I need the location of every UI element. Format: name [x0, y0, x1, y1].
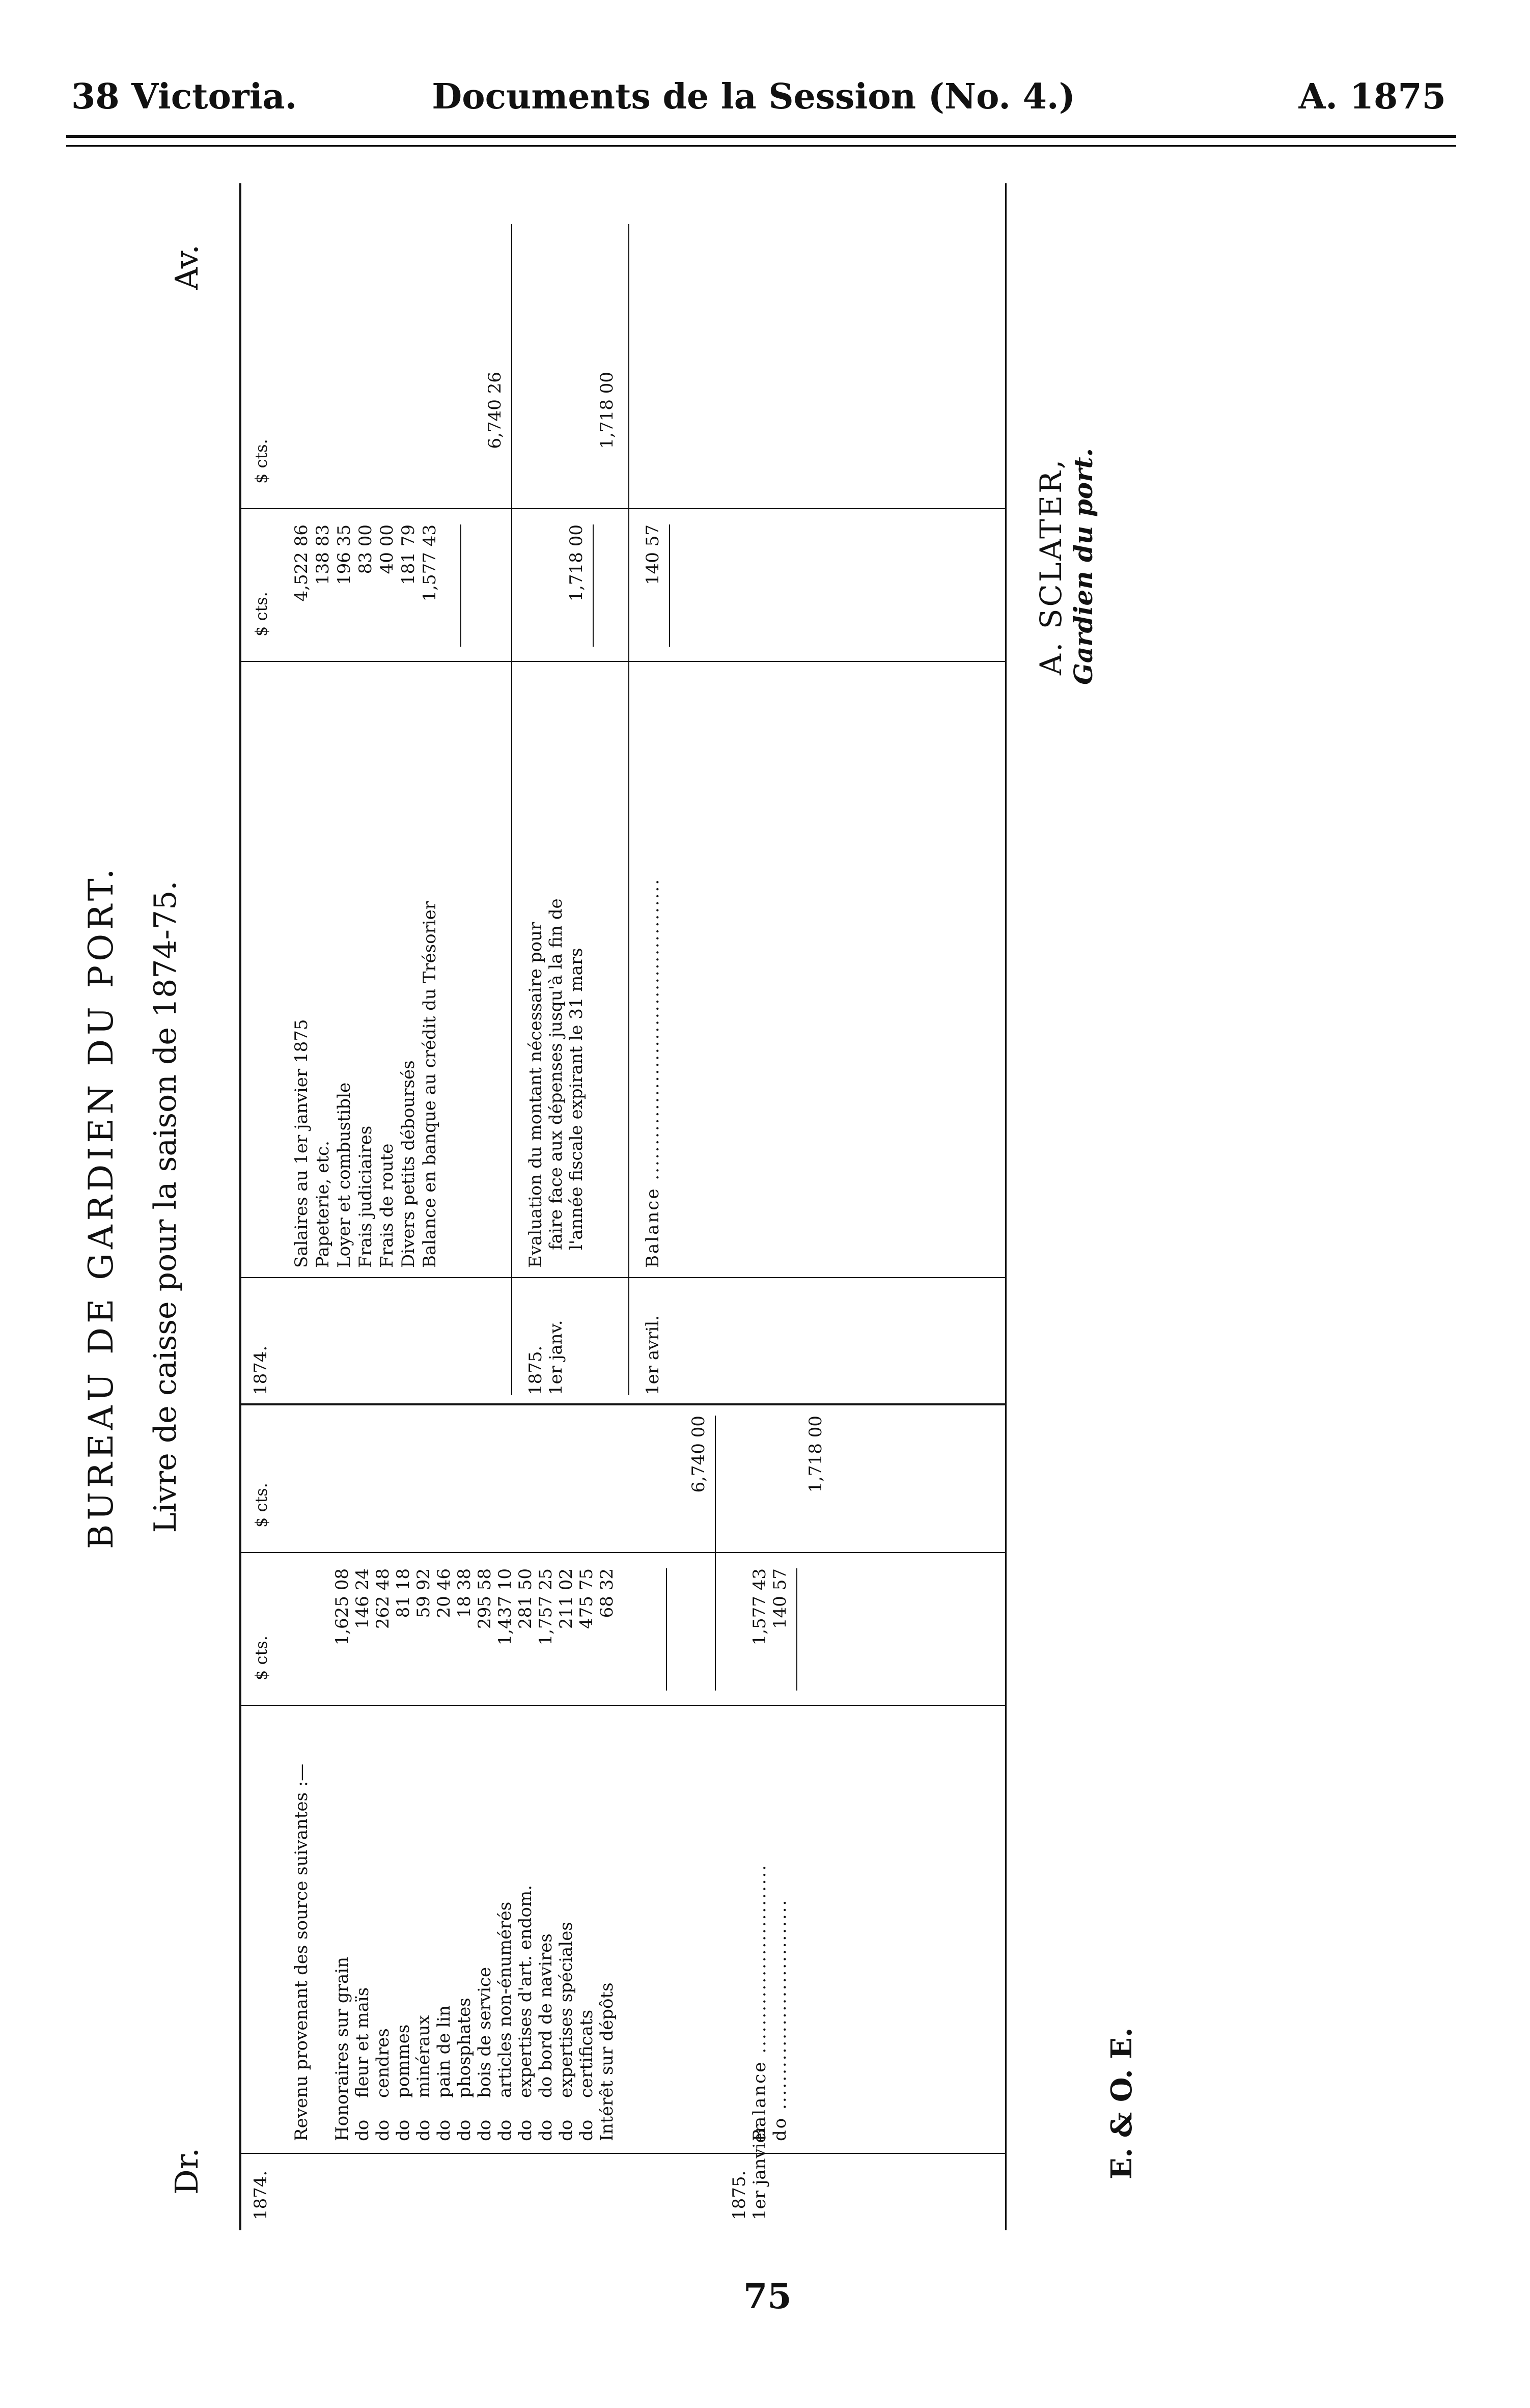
credit-item-amount: 138 83: [313, 524, 333, 585]
debit-item-label: pain de lin: [434, 2005, 454, 2098]
page-subtitle: Livre de caisse pour la saison de 1874-75.: [148, 880, 183, 1533]
debit-item-label: certificats: [576, 2009, 597, 2098]
debit-item-prefix: do: [556, 2119, 576, 2141]
credit-item-label: Frais de route: [377, 1143, 397, 1268]
debit-balance-do-row: do ..............................: [770, 1898, 790, 2141]
debit-item-label: phosphates: [454, 1998, 475, 2098]
money-header: $ cts.: [252, 1636, 271, 1680]
debit-item-label: bois de service: [475, 1967, 495, 2098]
subtotal-rule: [460, 524, 461, 647]
debit-item-amount: 1,757 25: [536, 1568, 556, 1646]
header-rule: [66, 135, 1456, 138]
signature-title: Gardien du port.: [1068, 448, 1098, 685]
money-header: $ cts.: [252, 439, 271, 484]
debit-item-label: Honoraires sur grain: [332, 1957, 352, 2141]
col-sep: [241, 1705, 1005, 1706]
debit-item-amount: 18 38: [454, 1568, 475, 1618]
credit-item-label: Divers petits déboursés: [398, 1060, 419, 1268]
col-sep: [241, 2153, 1005, 2154]
rotated-ledger-page: [66, 183, 1471, 2230]
eoe-note: E. & O. E.: [1105, 2027, 1138, 2179]
debit-item-prefix: do: [536, 2119, 556, 2141]
credit-balance-label: Balance: [643, 1187, 663, 1268]
debit-item-label: Intérêt sur dépôts: [597, 1982, 617, 2141]
page-title: BUREAU DE GARDIEN DU PORT.: [81, 864, 121, 1549]
balance-total: 1,718 00: [805, 1416, 826, 1493]
section-rule: [511, 224, 512, 1395]
subtotal-rule: [666, 1568, 667, 1691]
credit-item-label: Frais judiciaires: [355, 1125, 376, 1268]
credit-item-amount: 1,577 43: [420, 524, 440, 602]
evaluation-line-1: Evaluation du montant nécessaire pour: [525, 922, 546, 1268]
credit-total-b: 1,718 00: [597, 372, 617, 449]
debit-year-1875: 1875.: [729, 2170, 749, 2220]
debit-item-prefix: do: [393, 2119, 413, 2141]
credit-item-amount: 83 00: [355, 524, 376, 574]
debit-item-label: do bord de navires: [536, 1933, 556, 2098]
signature-block: [1034, 448, 1098, 685]
revenue-total: 6,740 00: [688, 1416, 709, 1493]
col-sep: [241, 508, 1005, 509]
debit-item-label: articles non-énumérés: [495, 1901, 515, 2098]
section-rule: [715, 1416, 716, 1691]
debit-item-prefix: do: [515, 2119, 536, 2141]
debit-balance-do-label: do: [770, 2116, 790, 2141]
debit-item-label: expertises d'art. endom.: [515, 1885, 536, 2098]
credit-item-amount: 196 35: [334, 524, 354, 585]
money-header: $ cts.: [252, 592, 271, 636]
debit-year: 1874.: [251, 2170, 271, 2220]
money-header: $ cts.: [252, 1483, 271, 1528]
debit-item-amount: 20 46: [434, 1568, 454, 1618]
debit-item-prefix: do: [413, 2119, 434, 2141]
credit-balance-row: Balance ...........................................: [643, 877, 663, 1268]
cash-ledger-table: [239, 183, 1007, 2230]
debit-item-amount: 281 50: [515, 1568, 536, 1629]
credit-date-avril: 1er avril.: [643, 1315, 663, 1395]
credit-balance-amount: 140 57: [643, 524, 663, 585]
credit-item-amount: 40 00: [377, 524, 397, 574]
credit-item-amount: 4,522 86: [291, 524, 312, 602]
debit-item-amount: 295 58: [475, 1568, 495, 1629]
subtotal-rule: [593, 524, 594, 647]
col-sep: [241, 1277, 1005, 1278]
page-header: [51, 76, 1456, 127]
credit-total-a: 6,740 26: [485, 372, 505, 449]
debit-item-prefix: do: [454, 2119, 475, 2141]
debit-item-prefix: do: [495, 2119, 515, 2141]
credit-item-amount: 181 79: [398, 524, 419, 585]
debit-item-amount: 262 48: [373, 1568, 393, 1629]
revenue-heading: Revenu provenant des source suivantes :—: [291, 1763, 312, 2141]
col-sep: [241, 661, 1005, 662]
debit-item-label: pommes: [393, 2024, 413, 2098]
debit-item-prefix: do: [373, 2119, 393, 2141]
evaluation-line-3: l'année fiscale expirant le 31 mars: [566, 948, 587, 1250]
header-session-year: 38 Victoria.: [71, 76, 297, 117]
credit-item-label: Balance en banque au crédit du Trésorier: [420, 901, 440, 1268]
signature-name: A. SCLATER,: [1034, 457, 1068, 676]
credit-date-janv: 1er janv.: [546, 1320, 566, 1395]
debit-item-amount: 59 92: [413, 1568, 434, 1618]
credit-label: Av.: [168, 244, 205, 290]
debit-date: 1er janvier: [749, 2124, 770, 2220]
debit-item-amount: 211 02: [556, 1568, 576, 1629]
subtotal-rule: [669, 524, 670, 647]
debit-item-amount: 81 18: [393, 1568, 413, 1618]
evaluation-amount: 1,718 00: [566, 524, 587, 602]
credit-item-label: Loyer et combustible: [334, 1082, 354, 1268]
debit-item-label: minéraux: [413, 2015, 434, 2098]
debit-item-prefix: do: [434, 2119, 454, 2141]
header-series: A. 1875: [1298, 76, 1446, 117]
header-rule-thin: [66, 145, 1456, 147]
credit-year-1875: 1875.: [525, 1345, 546, 1395]
debit-balance-amount: 1,577 43: [749, 1568, 770, 1646]
evaluation-line-2: faire face aux dépenses jusqu'à la fin de: [546, 898, 566, 1250]
debit-item-label: fleur et maïs: [352, 1987, 373, 2098]
credit-year: 1874.: [251, 1345, 271, 1395]
col-sep-center: [241, 1403, 1005, 1405]
debit-item-prefix: do: [576, 2119, 597, 2141]
header-document-title: Documents de la Session (No. 4.): [432, 76, 1075, 117]
debit-item-amount: 146 24: [352, 1568, 373, 1629]
debit-balance-row: Balance ...........................: [749, 1863, 770, 2141]
debit-item-label: expertises spéciales: [556, 1922, 576, 2098]
credit-item-label: Salaires au 1er janvier 1875: [291, 1019, 312, 1268]
debit-item-prefix: do: [352, 2119, 373, 2141]
debit-balance-label: Balance: [749, 2060, 770, 2141]
section-rule: [628, 224, 629, 1395]
subtotal-rule: [796, 1568, 797, 1691]
debit-item-amount: 475 75: [576, 1568, 597, 1629]
debit-item-label: cendres: [373, 2028, 393, 2098]
debit-balance-do-amount: 140 57: [770, 1568, 790, 1629]
debit-label: Dr.: [168, 2147, 205, 2195]
page-number: 75: [743, 2276, 792, 2317]
debit-item-amount: 1,437 10: [495, 1568, 515, 1646]
debit-item-prefix: do: [475, 2119, 495, 2141]
col-sep: [241, 1552, 1005, 1553]
debit-item-amount: 68 32: [597, 1568, 617, 1618]
debit-item-amount: 1,625 08: [332, 1568, 352, 1646]
credit-item-label: Papeterie, etc.: [313, 1141, 333, 1268]
